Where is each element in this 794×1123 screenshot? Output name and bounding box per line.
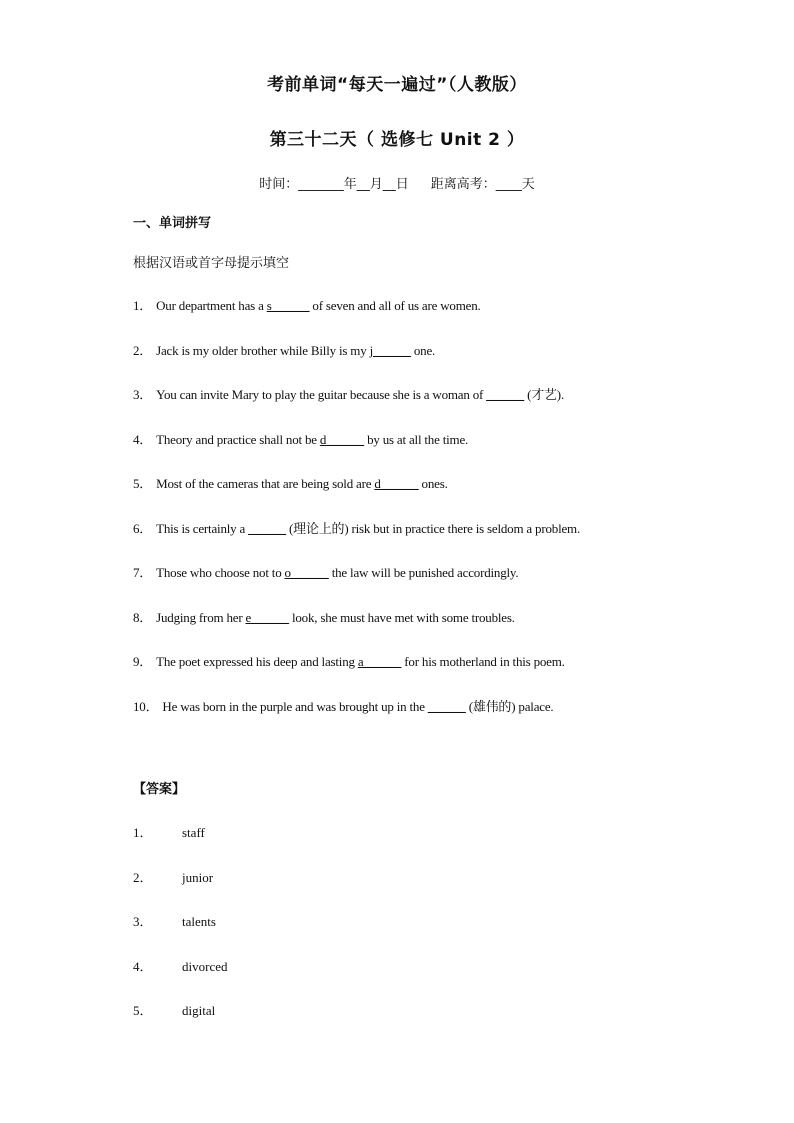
section-instruction: 根据汉语或首字母提示填空 [133,256,290,271]
question-item: 4． Theory and practice shall not be d______ by us at all the time. [133,431,469,447]
answer-blank: ______ [248,520,286,536]
answer-blank: d______ [319,431,365,447]
answer-item [133,869,533,914]
time-field: 时间：_______年__月__日 [259,177,409,192]
question-number: 8． [133,609,153,625]
question-item: 7． Those who choose not to o______ the law will be punished accordingly. [133,565,519,580]
question-number: 1． [133,298,153,313]
question-number: 3． [133,387,153,402]
question-number: 4． [133,431,153,447]
question-item: 10． He was born in the purple and was brought up in the ______ (雄伟的) palace. [133,698,554,714]
page-title: 考前单词“每天一遍过”（人教版） [267,75,527,95]
question-number: 9． [133,654,153,669]
question-number: 7． [133,565,153,580]
section-heading: 一、单词拼写 [133,216,212,231]
answer-list [133,824,533,1047]
question-list [133,297,733,742]
answer-item [133,958,533,1003]
answer-blank: e______ [245,609,289,625]
answer-number: 1． [133,825,153,840]
question-item: 2． Jack is my older brother while Billy is my j______ one. [133,342,436,358]
question-item: 3． You can invite Mary to play the guitar because she is a woman of ______ (才艺). [133,387,564,402]
answer-blank: o______ [284,565,329,580]
page-subtitle: 第三十二天（ 选修七 Unit 2 ） [269,130,525,150]
question-item: 6． This is certainly a ______ (理论上的) risk but in practice there is seldom a problem. [133,520,581,536]
answer-blank: ______ [486,387,525,402]
answer-blank: s______ [266,298,310,313]
question-item: 9． The poet expressed his deep and lasting a______ for his motherland in this poem. [133,654,565,669]
question-item: 1． Our department has a s______ of seven and all of us are women. [133,298,481,313]
answer-number: 2． [133,869,153,885]
answer-number: 4． [133,958,153,974]
answer-text: staff [182,825,205,840]
exam-countdown: 距离高考：____天 [430,177,535,192]
question-number: 2． [133,342,153,358]
answer-heading: 【答案】 [133,782,186,797]
answer-blank: a______ [357,654,402,669]
answer-item [133,824,533,869]
answer-item [133,1002,533,1047]
question-number: 10． [133,698,159,714]
answer-text: talents [182,914,216,930]
answer-item [133,913,533,958]
answer-blank: d______ [374,476,419,491]
question-number: 6． [133,520,153,536]
answer-text: digital [182,1003,216,1019]
answer-number: 3． [133,914,153,930]
answer-text: junior [182,869,214,885]
answer-number: 5． [133,1003,153,1019]
answer-blank: ______ [427,698,466,714]
question-number: 5． [133,476,153,491]
answer-blank: j______ [369,342,411,358]
question-item: 5． Most of the cameras that are being sold are d______ ones. [133,476,448,491]
question-item: 8． Judging from her e______ look, she must have met with some troubles. [133,609,515,625]
answer-text: divorced [182,958,228,974]
date-line [0,173,794,192]
